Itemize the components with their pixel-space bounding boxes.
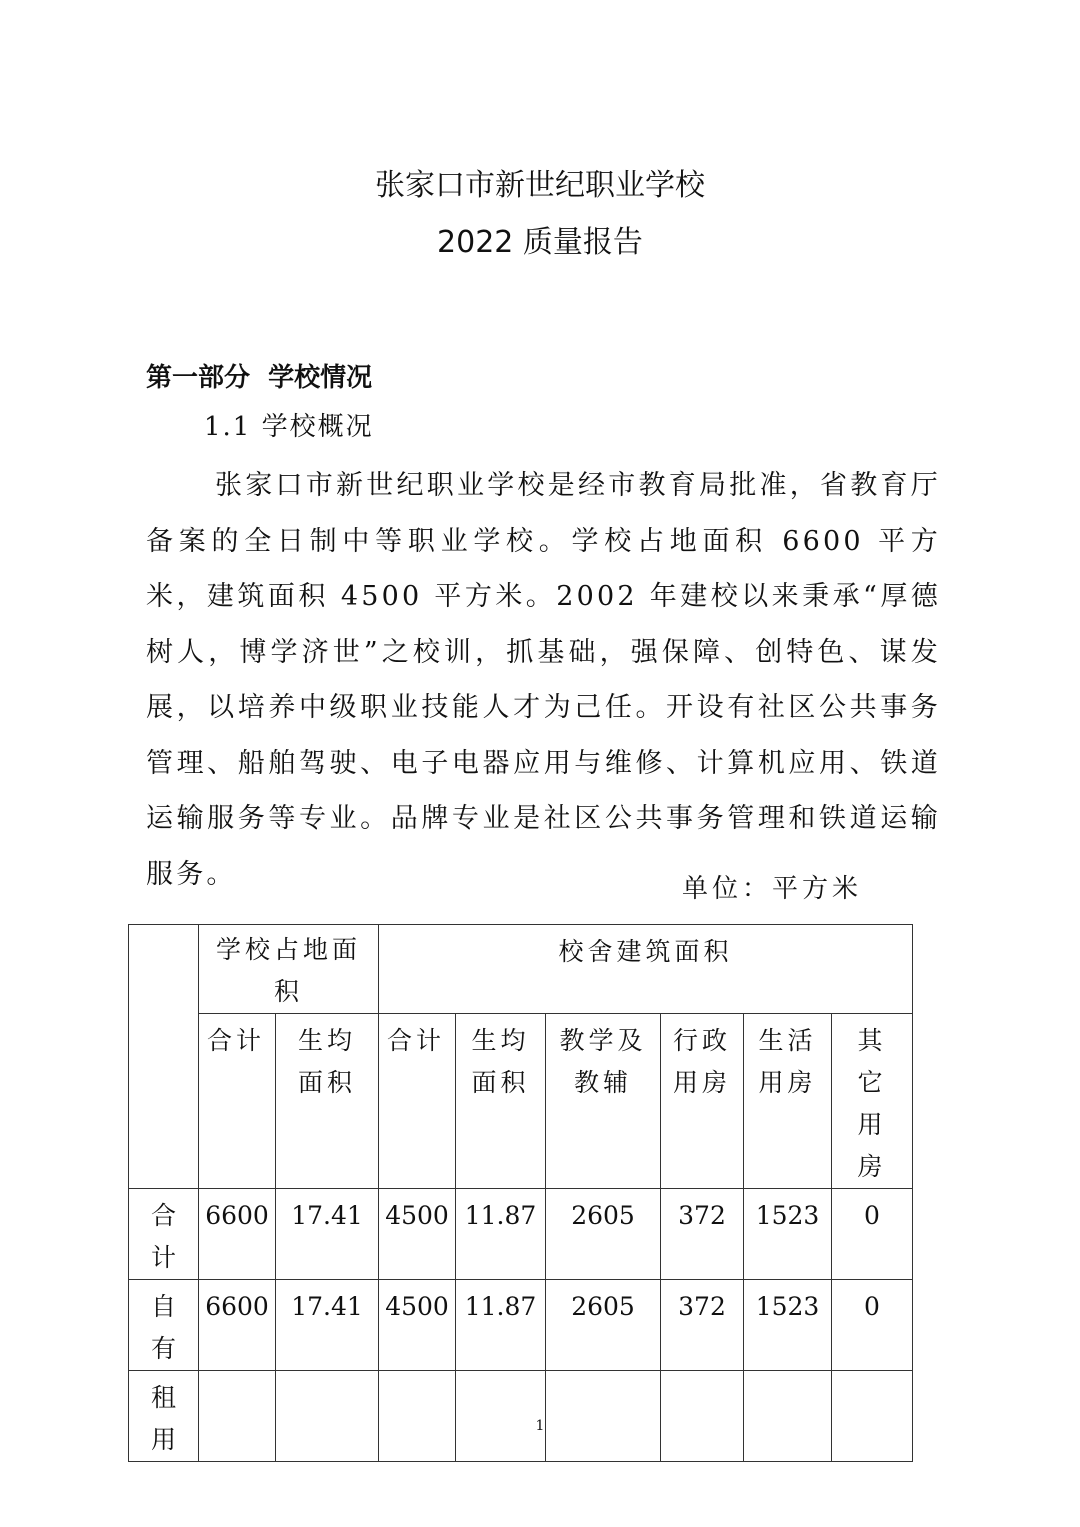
row-label [129,1280,199,1371]
area-table [128,924,913,1462]
header-land-area: 学校占地面积 [199,925,379,1014]
table-cell [199,1371,276,1462]
table-cell: 1523 [744,1280,832,1371]
table-cell: 11.87 [456,1280,546,1371]
table-cell: 2605 [546,1189,661,1280]
table-cell: 6600 [199,1189,276,1280]
table-cell: 0 [832,1280,913,1371]
sub-header: 生均面积 [276,1014,379,1189]
page-number: 1 [535,1418,545,1434]
table-cell [832,1371,913,1462]
document-title: 张家口市新世纪职业学校 [375,168,705,203]
school-overview-paragraph: 张家口市新世纪职业学校是经市教育局批准，省教育厅备案的全日制中等职业学校。学校占地面积 6600 平方米，建筑面积 4500 平方米。2002 年建校以来秉承“厚德树人，博学济世”之校训，抓基础，强保障、创特色、谋发展，以培养中级职业技能人才为己任。开设有社区公共事务管理、船舶驾驶、电子电器应用与维修、计算机应用、铁道运输服务等专业。品牌专业是社区公共事务管理和铁道运输服务。 [146,470,941,890]
table-row [129,1280,913,1371]
row-label-text: 自有 [150,1292,176,1363]
table-corner-cell [129,925,199,1189]
table-cell [456,1371,546,1462]
sub-header: 合计 [199,1014,276,1189]
table-cell [379,1371,456,1462]
row-label [129,1189,199,1280]
sub-header: 行政用房 [661,1014,744,1189]
section-heading: 第一部分 学校情况 [146,363,373,393]
row-label-text: 合计 [150,1201,176,1272]
sub-header: 生均面积 [456,1014,546,1189]
table-cell [546,1371,661,1462]
table-row [129,1189,913,1280]
header-building-area: 校舍建筑面积 [379,925,913,1014]
table-cell: 17.41 [276,1189,379,1280]
table-cell: 4500 [379,1280,456,1371]
sub-header: 教学及教辅 [546,1014,661,1189]
table-cell: 372 [661,1280,744,1371]
table-cell: 6600 [199,1280,276,1371]
table-cell: 4500 [379,1189,456,1280]
table-cell: 17.41 [276,1280,379,1371]
sub-header: 生活用房 [744,1014,832,1189]
row-label [129,1371,199,1462]
sub-header: 合计 [379,1014,456,1189]
table-cell [661,1371,744,1462]
table-cell: 1523 [744,1189,832,1280]
table-row [129,1371,913,1462]
table-cell [744,1371,832,1462]
table-cell: 0 [832,1189,913,1280]
subsection-heading: 1.1 学校概况 [204,412,374,442]
sub-header: 其它用房 [832,1014,913,1189]
table-cell [276,1371,379,1462]
row-label-text: 租用 [150,1383,176,1454]
table-cell: 372 [661,1189,744,1280]
document-subtitle: 2022 质量报告 [437,225,643,260]
unit-label: 单位：平方米 [682,874,863,904]
table-cell: 11.87 [456,1189,546,1280]
table-cell: 2605 [546,1280,661,1371]
sub-header-row [129,1014,913,1189]
